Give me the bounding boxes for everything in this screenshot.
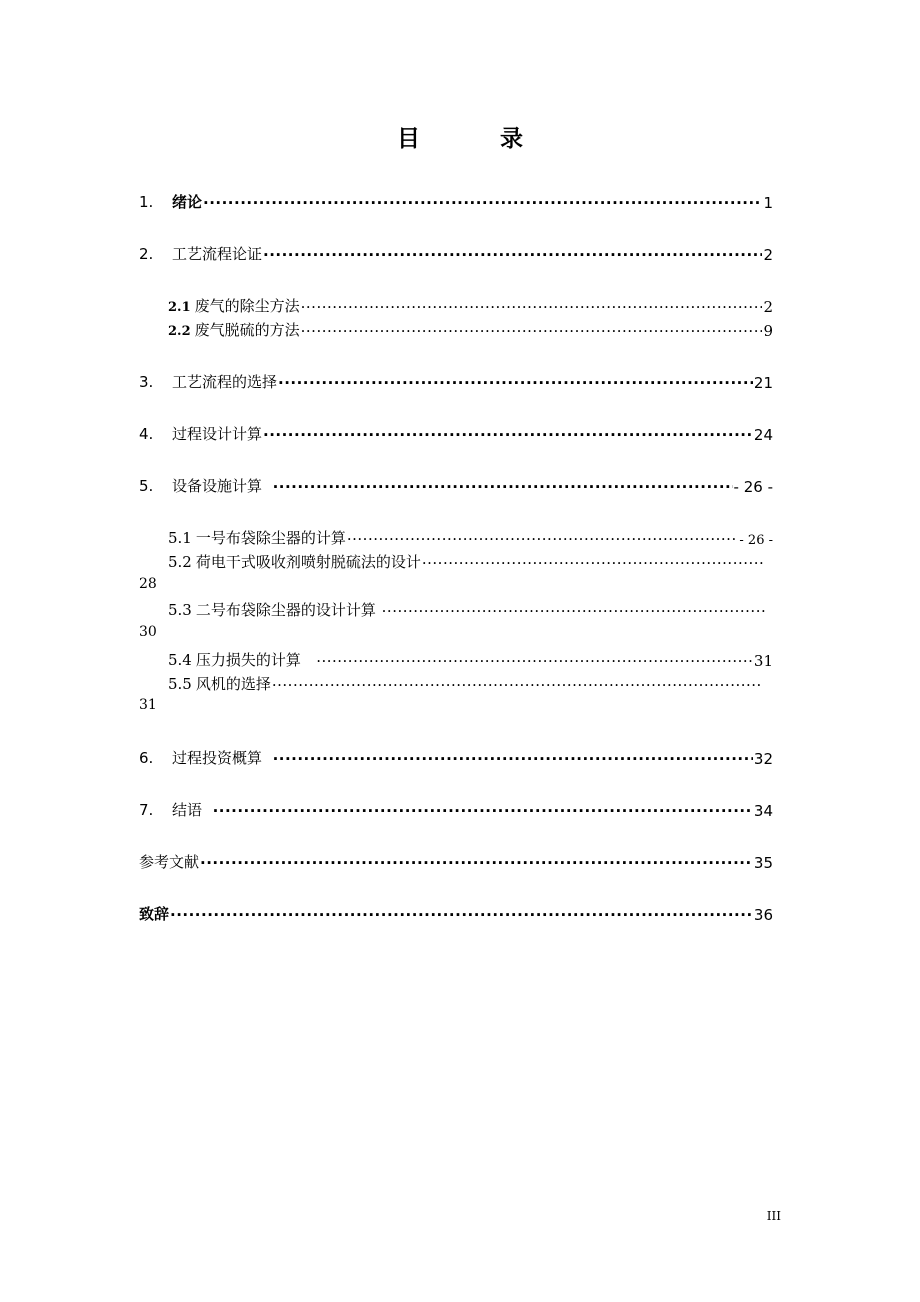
entry-title: 过程设计计算: [172, 425, 263, 443]
entry-number: 5.3: [168, 601, 192, 619]
entry-number: 5.: [139, 477, 154, 495]
entry-title: 致辞: [139, 905, 170, 923]
entry-number: 4.: [139, 425, 154, 443]
toc-entry[interactable]: [139, 472, 773, 496]
toc-entry[interactable]: [139, 848, 773, 872]
entry-number: 5.4: [168, 651, 192, 669]
dot-leader: [422, 554, 763, 572]
dot-leader: [263, 426, 753, 444]
toc-subentry[interactable]: [168, 524, 773, 548]
entry-title: 二号布袋除尘器的设计计算: [195, 601, 376, 619]
dot-leader: [273, 478, 733, 496]
entry-number: 2.1: [168, 300, 191, 315]
dot-leader: [200, 854, 753, 872]
dot-leader: [301, 298, 763, 316]
toc-entry[interactable]: [139, 744, 773, 768]
toc-subentry[interactable]: [168, 596, 766, 620]
entry-title: 设备设施计算: [172, 477, 263, 495]
entry-number: 3.: [139, 373, 154, 391]
entry-number: 2.: [139, 245, 154, 263]
toc-subentry[interactable]: [168, 316, 773, 340]
dot-leader: [301, 322, 763, 340]
entry-page: 36: [753, 906, 773, 924]
entry-page: 32: [753, 750, 773, 768]
dot-leader: [213, 802, 753, 820]
entry-title: 荷电干式吸收剂喷射脱硫法的设计: [195, 553, 421, 571]
entry-number: 5.5: [168, 675, 192, 693]
dot-leader: [278, 374, 753, 392]
entry-number: 5.1: [168, 529, 192, 547]
dot-leader: [273, 750, 753, 768]
toc-entry[interactable]: [139, 796, 773, 820]
entry-page: 1: [763, 194, 773, 212]
dot-leader: [263, 246, 762, 264]
entry-number: 1.: [139, 193, 154, 211]
entry-page: 31: [753, 652, 773, 670]
entry-page: 34: [753, 802, 773, 820]
toc-subentry[interactable]: [168, 670, 764, 694]
entry-number: 6.: [139, 749, 154, 767]
entry-page: - 26 -: [739, 533, 773, 548]
entry-page: 30: [139, 624, 157, 640]
toc-entry[interactable]: [139, 368, 773, 392]
dot-leader: [382, 602, 765, 620]
entry-number: 7.: [139, 801, 154, 819]
toc-entry[interactable]: [139, 420, 773, 444]
toc-subentry[interactable]: [168, 292, 773, 316]
dot-leader: [170, 906, 753, 924]
entry-title: 工艺流程的选择: [172, 373, 278, 391]
entry-page: - 26 -: [733, 478, 773, 496]
entry-title: 压力损失的计算: [195, 651, 301, 669]
entry-title: 参考文献: [139, 853, 200, 871]
dot-leader: [203, 194, 762, 212]
page-title: 目 录: [396, 126, 559, 152]
entry-title: 绪论: [172, 193, 203, 211]
entry-page: 35: [753, 854, 773, 872]
dot-leader: [347, 530, 739, 548]
entry-page: 21: [753, 374, 773, 392]
entry-number: 5.2: [168, 553, 192, 571]
entry-title: 风机的选择: [195, 675, 271, 693]
dot-leader: [316, 652, 753, 670]
entry-page: 2: [763, 246, 773, 264]
entry-page: 28: [139, 576, 157, 592]
entry-page: 9: [763, 322, 773, 340]
entry-page: 24: [753, 426, 773, 444]
entry-number: 2.2: [168, 324, 191, 339]
entry-title: 过程投资概算: [172, 749, 263, 767]
entry-title: 废气脱硫的方法: [194, 321, 300, 339]
entry-page: 2: [763, 298, 773, 316]
entry-title: 工艺流程论证: [172, 245, 263, 263]
entry-title: 废气的除尘方法: [194, 297, 300, 315]
toc-entry[interactable]: [139, 240, 773, 264]
toc-subentry[interactable]: [168, 646, 773, 670]
toc-subentry[interactable]: [168, 548, 764, 572]
toc-entry[interactable]: [139, 188, 773, 212]
toc-entry[interactable]: [139, 900, 773, 924]
entry-title: 一号布袋除尘器的计算: [195, 529, 346, 547]
entry-title: 结语: [172, 801, 203, 819]
footer-page-number: III: [766, 1209, 781, 1223]
dot-leader: [272, 676, 763, 694]
entry-page: 31: [139, 697, 157, 713]
